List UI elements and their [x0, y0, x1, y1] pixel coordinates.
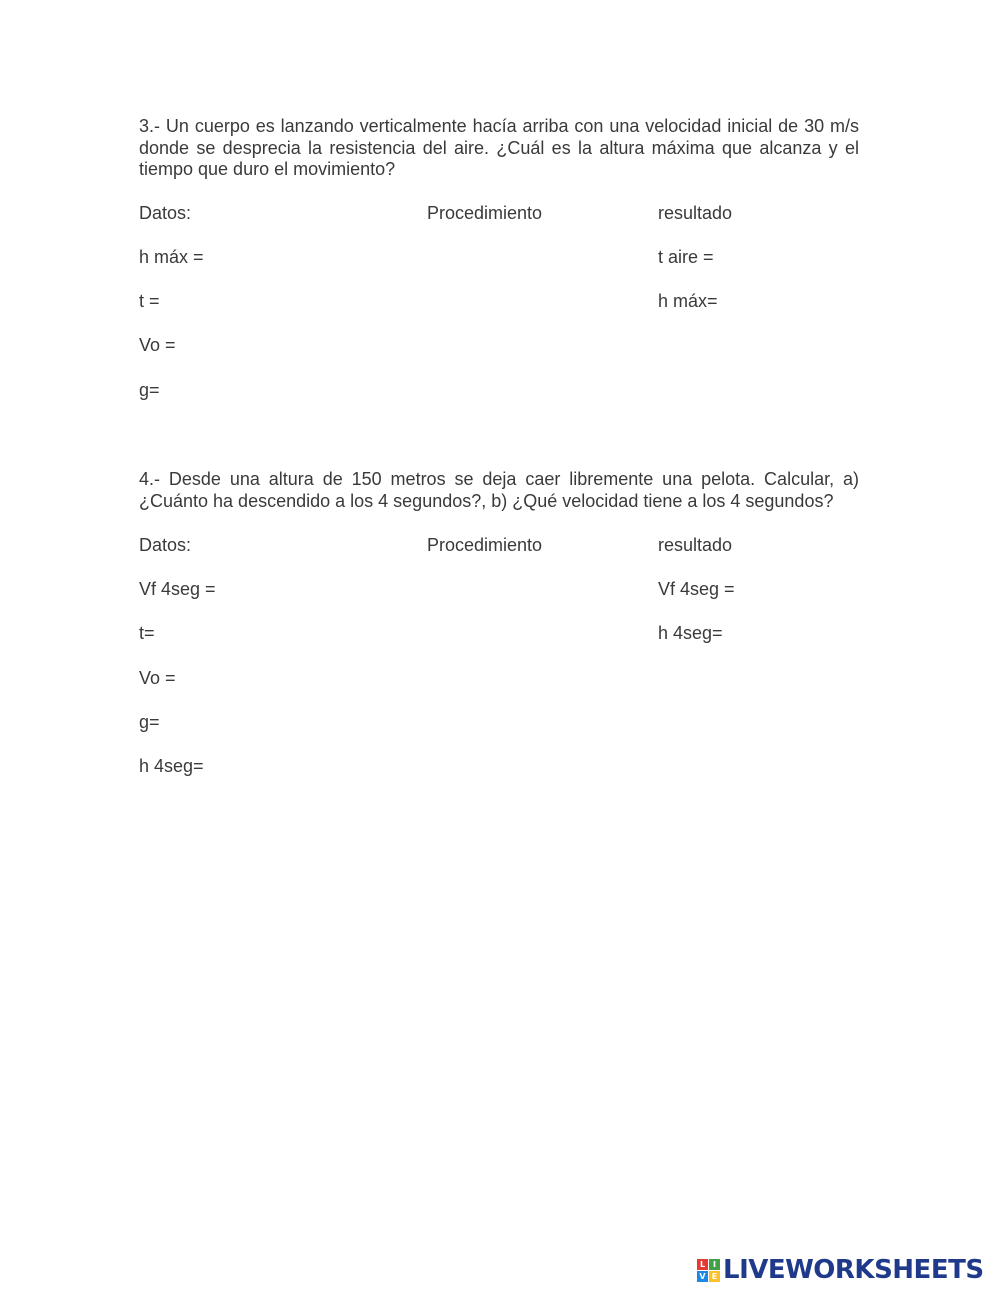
problem-3-row	[0, 291, 1000, 315]
resultado-label: t aire =	[658, 247, 714, 267]
problem-3-row	[0, 247, 1000, 271]
procedimiento-header: Procedimiento	[427, 535, 543, 555]
logo-letter-v: V	[697, 1271, 708, 1282]
problem-3-header-row	[0, 203, 1000, 227]
problem-3-statement: 3.- Un cuerpo es lanzando verticalmente hacía arriba con una velocidad inicial de 30 m/s donde se desprecia la resistencia del aire. ¿Cuál es la altura máxima que alcanza y el tiempo que duro el movimiento?	[139, 116, 859, 179]
dato-label: h máx =	[139, 247, 204, 267]
resultado-header: resultado	[658, 203, 733, 223]
dato-label: g=	[139, 380, 160, 400]
datos-header: Datos:	[139, 203, 192, 223]
procedimiento-header: Procedimiento	[427, 203, 543, 223]
problem-4-row	[0, 668, 1000, 692]
resultado-header: resultado	[658, 535, 733, 555]
dato-label: Vo =	[139, 668, 176, 688]
dato-label: t =	[139, 291, 160, 311]
resultado-label: Vf 4seg =	[658, 579, 735, 599]
dato-label: t=	[139, 623, 155, 643]
problem-4-row	[0, 579, 1000, 603]
dato-label: h 4seg=	[139, 756, 204, 776]
dato-label: Vf 4seg =	[139, 579, 216, 599]
liveworksheets-logo-icon	[697, 1259, 720, 1282]
liveworksheets-logo-text: LIVEWORKSHEETS	[723, 1255, 984, 1285]
problem-4-row	[0, 712, 1000, 736]
problem-4-row	[0, 623, 1000, 647]
problem-4-header-row	[0, 535, 1000, 559]
dato-label: g=	[139, 712, 160, 732]
resultado-label: h 4seg=	[658, 623, 723, 643]
logo-letter-i: I	[709, 1259, 720, 1270]
problem-4-statement: 4.- Desde una altura de 150 metros se deja caer libremente una pelota. Calcular, a) ¿Cuánto ha descendido a los 4 segundos?, b) ¿Qué velocidad tiene a los 4 segundos?	[139, 469, 859, 511]
logo-letter-l: L	[697, 1259, 708, 1270]
resultado-label: h máx=	[658, 291, 718, 311]
problem-4-row	[0, 756, 1000, 780]
logo-letter-e: E	[709, 1271, 720, 1282]
problem-3-row	[0, 380, 1000, 404]
datos-header: Datos:	[139, 535, 192, 555]
dato-label: Vo =	[139, 335, 176, 355]
liveworksheets-logo[interactable]	[697, 1255, 984, 1285]
problem-3-row	[0, 335, 1000, 359]
